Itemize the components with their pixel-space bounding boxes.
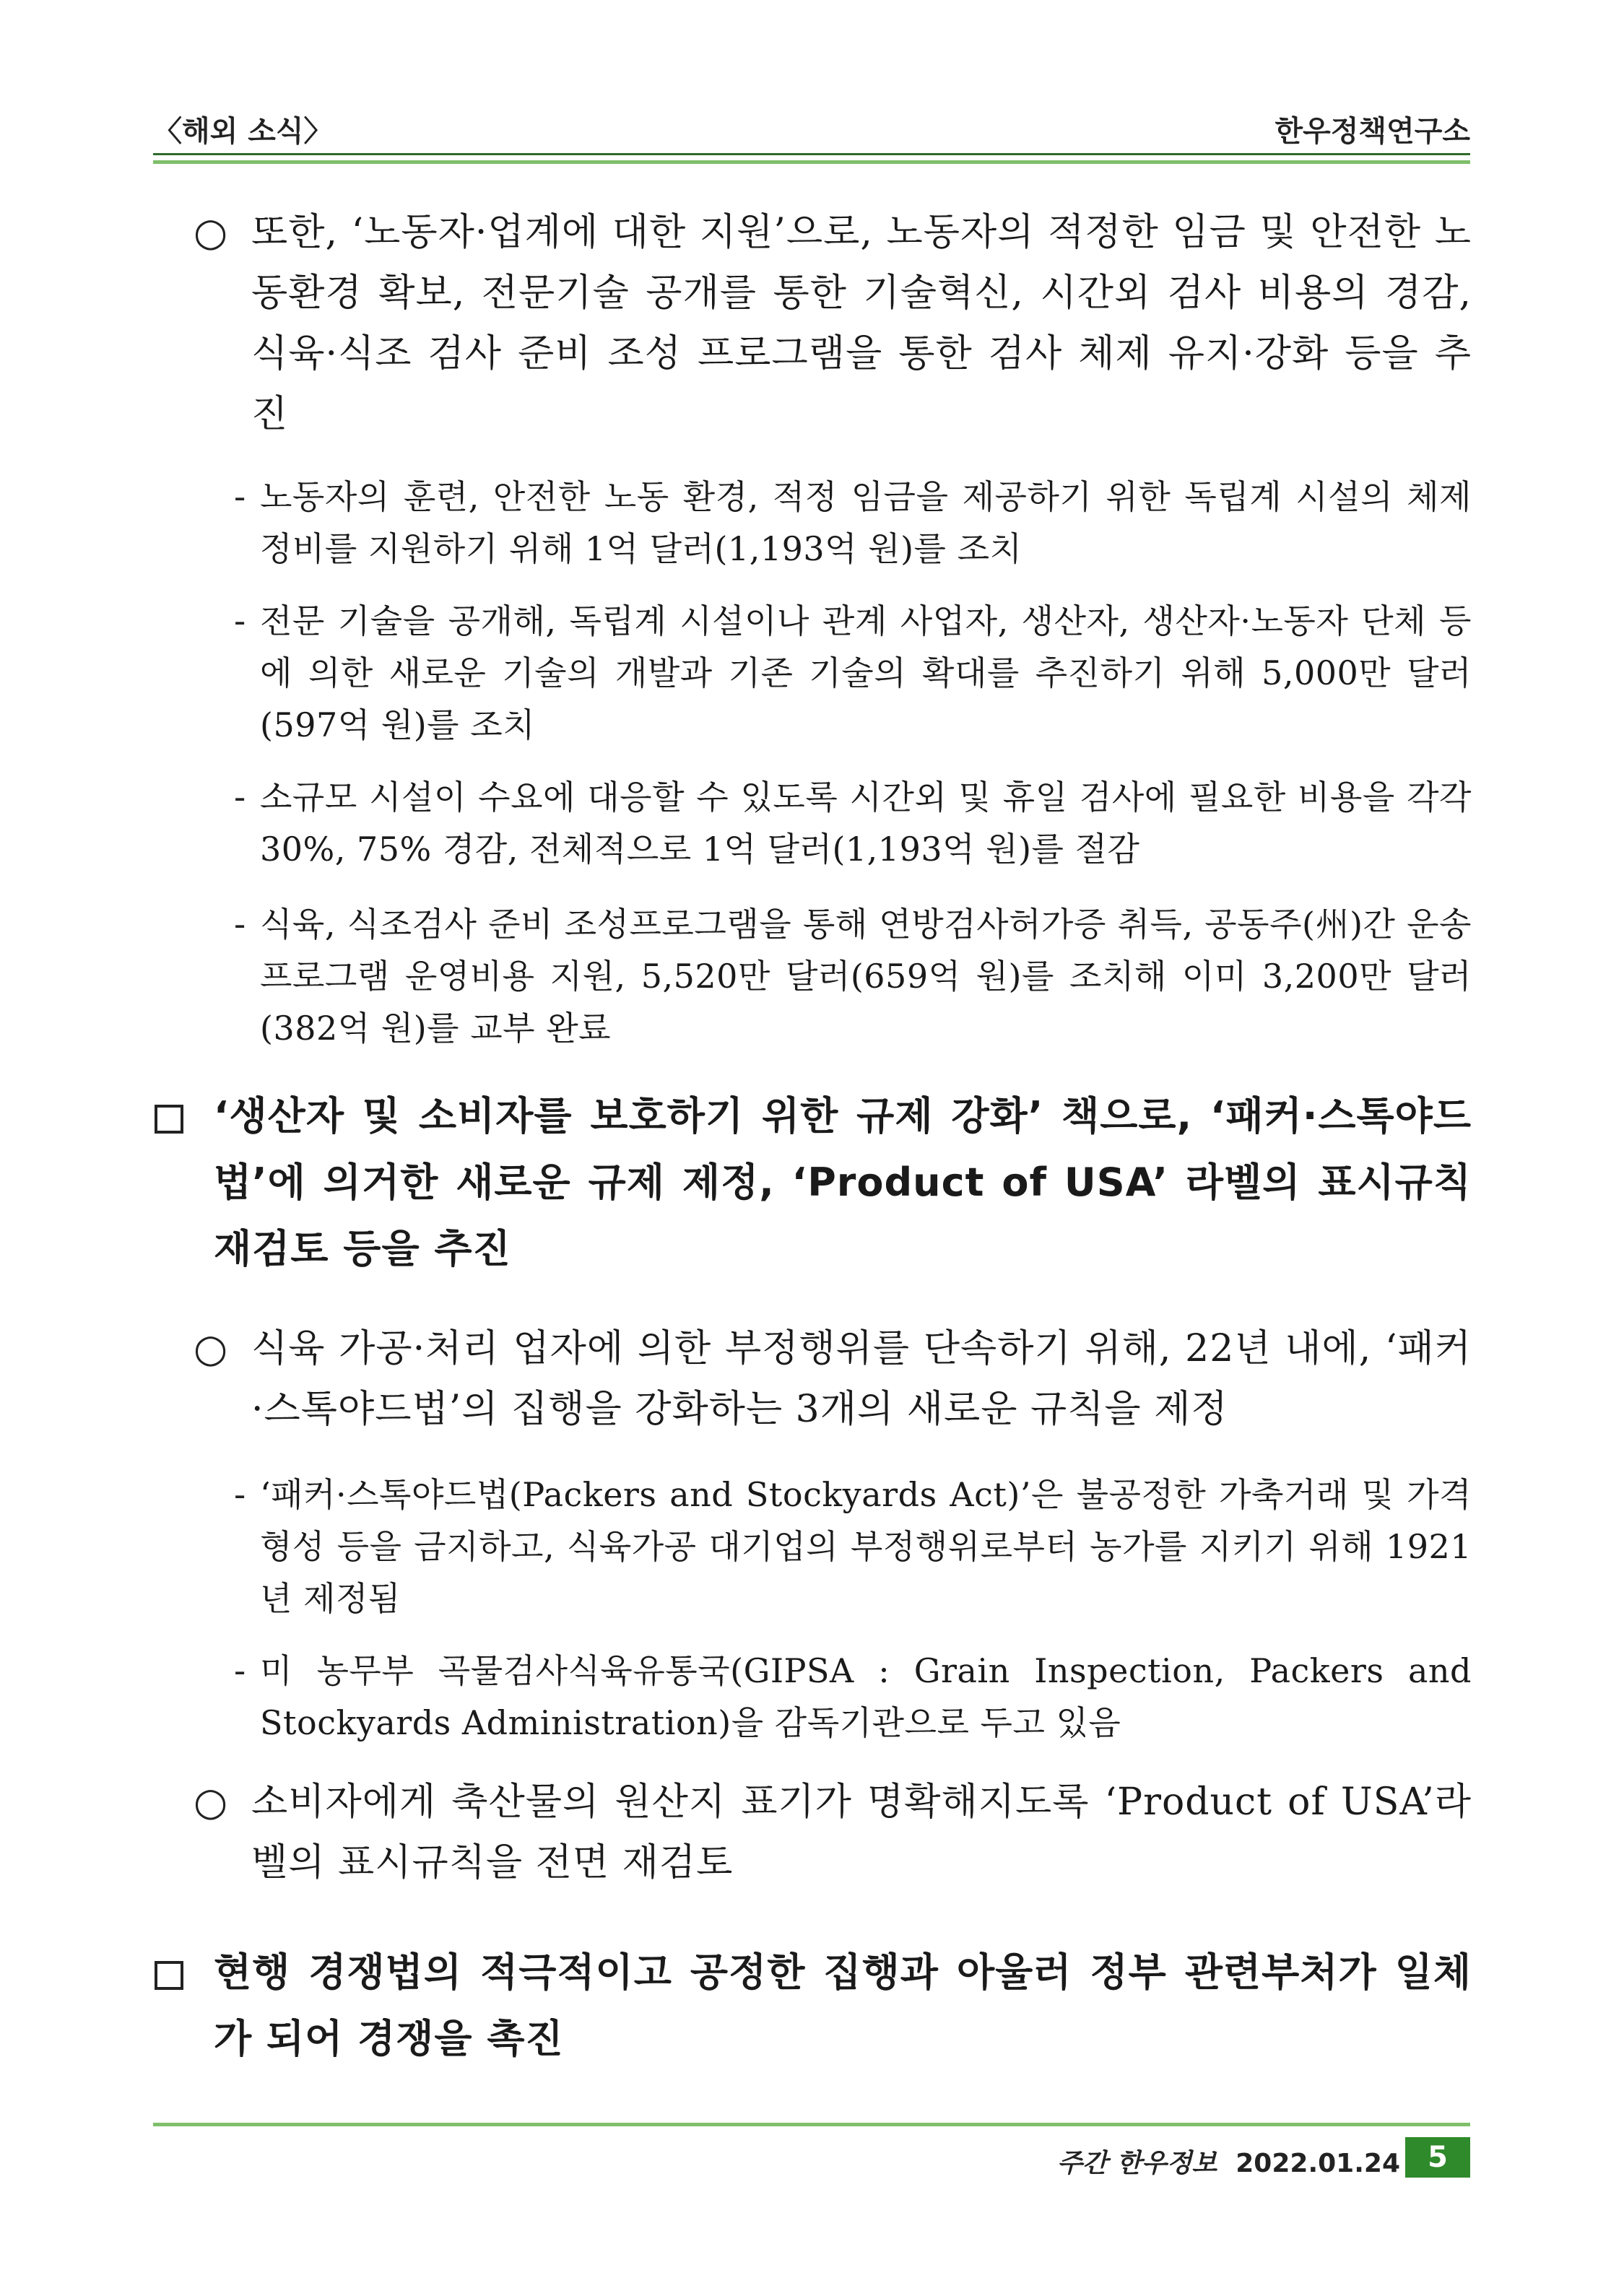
dash-bullet-icon: - [234, 601, 246, 641]
dash-bullet-icon: - [234, 1474, 246, 1515]
footer-info [1057, 2143, 1400, 2180]
circle-bullet-icon: ○ [194, 209, 228, 255]
section-heading-text: ‘생산자 및 소비자를 보호하기 위한 규제 강화’ 책으로, ‘패커·스톡야드법’에 의거한 새로운 규제 제정, ‘Product of USA’ 라벨의 표시규칙 재검토 등을 추진 [214, 1093, 1472, 1271]
section-heading-text: 현행 경쟁법의 적극적이고 공정한 집행과 아울러 정부 관련부처가 일체가 되어 경쟁을 촉진 [214, 1949, 1472, 2061]
sub-bullet-text: 전문 기술을 공개해, 독립계 시설이나 관계 사업자, 생산자, 생산자·노동자 단체 등에 의한 새로운 기술의 개발과 기존 기술의 확대를 추진하기 위해 5,000만 달러(597억 원)를 조치 [260, 601, 1472, 744]
header-section-label: 〈해외 소식〉 [153, 115, 333, 148]
header-rule-light [153, 160, 1470, 164]
circle-bullet-icon: ○ [194, 1326, 228, 1371]
bullet-text: 또한, ‘노동자·업계에 대한 지원’으로, 노동자의 적정한 임금 및 안전한 노동환경 확보, 전문기술 공개를 통한 기술혁신, 시간외 검사 비용의 경감, 식육·식조 검사 준비 조성 프로그램을 통한 검사 체제 유지·강화 등을 추진 [251, 211, 1472, 436]
dash-bullet-icon: - [234, 1651, 246, 1691]
dash-bullet-icon: - [234, 477, 246, 517]
sub-bullet-text: 소규모 시설이 수요에 대응할 수 있도록 시간외 및 휴일 검사에 필요한 비용을 각각 30%, 75% 경감, 전체적으로 1억 달러(1,193억 원)를 절감 [260, 778, 1472, 869]
publication-name: 주간 한우정보 [1057, 2149, 1217, 2178]
header-rule-dark [153, 153, 1470, 155]
bullet-text: 소비자에게 축산물의 원산지 표기가 명확해지도록 ‘Product of USA’라벨의 표시규칙을 전면 재검토 [251, 1780, 1472, 1884]
page-number: 5 [1405, 2137, 1470, 2178]
checkbox-square-icon [155, 1105, 183, 1134]
sub-bullet-text: ‘패커·스톡야드법(Packers and Stockyards Act)’은 불공정한 가축거래 및 가격형성 등을 금지하고, 식육가공 대기업의 부정행위로부터 농가를 지키기 위해 1921년 제정됨 [260, 1475, 1472, 1618]
dash-bullet-icon: - [234, 777, 246, 817]
checkbox-square-icon [155, 1961, 183, 1990]
dash-bullet-icon: - [234, 904, 246, 944]
circle-bullet-icon: ○ [194, 1779, 228, 1825]
publication-date: 2022.01.24 [1236, 2149, 1400, 2178]
sub-bullet-text: 미 농무부 곡물검사식육유통국(GIPSA : Grain Inspection, Packers and Stockyards Administration)을 감독기관으로 두고 있음 [260, 1651, 1472, 1742]
bullet-text: 식육 가공·처리 업자에 의한 부정행위를 단속하기 위해, 22년 내에, ‘패커·스톡야드법’의 집행을 강화하는 3개의 새로운 규칙을 제정 [251, 1327, 1472, 1431]
sub-bullet-text: 노동자의 훈련, 안전한 노동 환경, 적정 임금을 제공하기 위한 독립계 시설의 체제 정비를 지원하기 위해 1억 달러(1,193억 원)를 조치 [260, 477, 1472, 568]
footer-rule [153, 2123, 1470, 2126]
header-org-name: 한우정책연구소 [1275, 115, 1470, 148]
sub-bullet-text: 식육, 식조검사 준비 조성프로그램을 통해 연방검사허가증 취득, 공동주(州)간 운송프로그램 운영비용 지원, 5,520만 달러(659억 원)를 조치해 이미 3,200만 달러(382억 원)를 교부 완료 [260, 905, 1472, 1048]
